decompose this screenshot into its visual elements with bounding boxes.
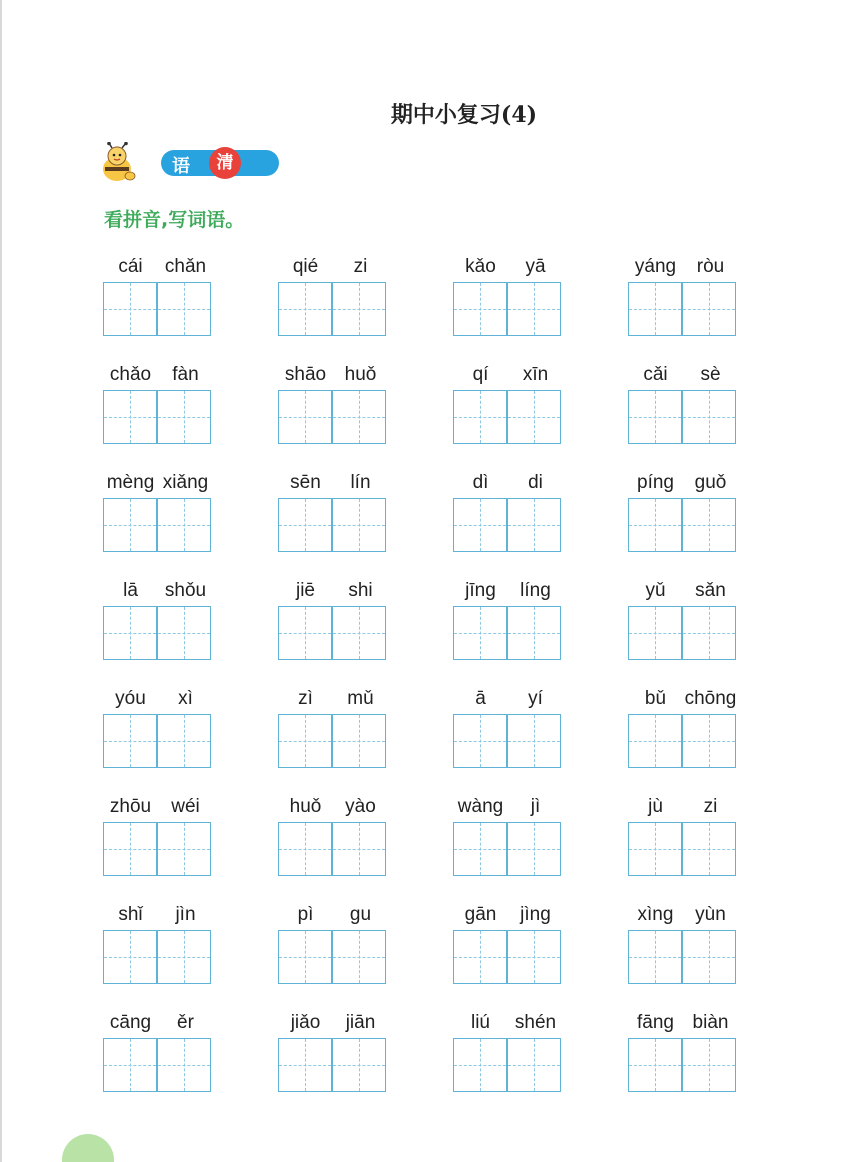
word-item (453, 688, 563, 776)
pinyin-label (278, 796, 388, 822)
pinyin-label (103, 796, 213, 822)
pinyin-label (628, 364, 738, 390)
tianzige-box[interactable] (628, 282, 682, 336)
pinyin-syllable: jìng (520, 904, 551, 925)
word-item (103, 472, 213, 560)
tianzige-box[interactable] (682, 498, 736, 552)
word-item (628, 364, 738, 452)
word-item (628, 688, 738, 776)
pinyin-syllable: sè (700, 364, 721, 385)
pinyin-syllable: xì (178, 688, 193, 709)
word-item (453, 256, 563, 344)
tianzige-box[interactable] (278, 1038, 332, 1092)
word-item (103, 580, 213, 668)
tianzige-box[interactable] (453, 498, 507, 552)
pinyin-syllable: sēn (290, 472, 321, 493)
word-item (628, 472, 738, 560)
badge-label: 词语 (144, 156, 200, 177)
tianzige-box[interactable] (332, 714, 386, 768)
tianzige-box[interactable] (507, 714, 561, 768)
tianzige-box[interactable] (507, 282, 561, 336)
tianzige-box[interactable] (507, 1038, 561, 1092)
pinyin-syllable: shāo (284, 364, 327, 385)
pinyin-syllable: qié (292, 256, 319, 277)
pinyin-syllable: jiān (345, 1012, 376, 1033)
pinyin-syllable: shǐ (118, 904, 143, 925)
word-item (278, 688, 388, 776)
pinyin-syllable: zhōu (109, 796, 152, 817)
pinyin-label (103, 1012, 213, 1038)
pinyin-syllable: huǒ (344, 364, 377, 385)
pinyin-label (628, 580, 738, 606)
tianzige-box[interactable] (682, 714, 736, 768)
tianzige-box[interactable] (157, 822, 211, 876)
pinyin-label (453, 904, 563, 930)
tianzige-box[interactable] (628, 390, 682, 444)
word-item (453, 364, 563, 452)
pinyin-syllable: cái (118, 256, 143, 277)
tianzige-box[interactable] (332, 930, 386, 984)
pinyin-syllable: fāng (637, 1012, 674, 1033)
pinyin-syllable: qí (472, 364, 489, 385)
tianzige-box[interactable] (157, 930, 211, 984)
tianzige-box[interactable] (507, 606, 561, 660)
pinyin-syllable: jìn (175, 904, 196, 925)
pinyin-syllable: fàn (172, 364, 199, 385)
word-item (278, 904, 388, 992)
tianzige-box[interactable] (278, 714, 332, 768)
pinyin-label (278, 256, 388, 282)
pinyin-syllable: xiǎng (162, 472, 209, 493)
page-edge (0, 0, 2, 1162)
tianzige-box[interactable] (278, 822, 332, 876)
pinyin-syllable: líng (520, 580, 551, 601)
pinyin-label (628, 688, 738, 714)
tianzige-box[interactable] (628, 606, 682, 660)
pinyin-syllable: chǎn (164, 256, 207, 277)
pinyin-syllable: yí (528, 688, 543, 709)
pinyin-syllable: cāng (109, 1012, 152, 1033)
pinyin-syllable: yáng (634, 256, 677, 277)
pinyin-syllable: jiǎo (290, 1012, 321, 1033)
pinyin-syllable: cǎi (643, 364, 668, 385)
tianzige-box[interactable] (628, 930, 682, 984)
tianzige-box[interactable] (278, 930, 332, 984)
pinyin-syllable: jì (530, 796, 541, 817)
instruction-text: 看拼音,写词语。 (104, 209, 245, 231)
pinyin-syllable: lā (123, 580, 138, 601)
pinyin-syllable: huǒ (289, 796, 322, 817)
tianzige-box[interactable] (278, 282, 332, 336)
pinyin-syllable: wàng (457, 796, 504, 817)
pinyin-syllable: gu (349, 904, 372, 925)
pinyin-label (278, 580, 388, 606)
pinyin-syllable: yǔ (645, 580, 666, 601)
pinyin-label (453, 1012, 563, 1038)
tianzige-box[interactable] (507, 498, 561, 552)
pinyin-label (103, 904, 213, 930)
tianzige-box[interactable] (507, 390, 561, 444)
word-item (278, 472, 388, 560)
pinyin-syllable: píng (637, 472, 674, 493)
pinyin-label (453, 472, 563, 498)
tianzige-box[interactable] (453, 282, 507, 336)
pinyin-label (628, 904, 738, 930)
pinyin-syllable: chōng (684, 688, 737, 709)
pinyin-syllable: jīng (465, 580, 496, 601)
word-item (453, 1012, 563, 1100)
pinyin-syllable: wéi (171, 796, 200, 817)
word-item (103, 1012, 213, 1100)
pinyin-syllable: sǎn (695, 580, 726, 601)
word-item (278, 580, 388, 668)
word-item (628, 1012, 738, 1100)
pinyin-label (453, 364, 563, 390)
pinyin-syllable: ā (475, 688, 486, 709)
tianzige-box[interactable] (103, 822, 157, 876)
word-item (453, 904, 563, 992)
pinyin-label (278, 364, 388, 390)
pinyin-label (453, 580, 563, 606)
pinyin-syllable: gān (464, 904, 497, 925)
tianzige-box[interactable] (628, 822, 682, 876)
tianzige-box[interactable] (453, 822, 507, 876)
pinyin-label (628, 256, 738, 282)
tianzige-box[interactable] (278, 390, 332, 444)
word-item (628, 796, 738, 884)
pinyin-syllable: guǒ (694, 472, 727, 493)
pinyin-label (103, 472, 213, 498)
tianzige-box[interactable] (332, 498, 386, 552)
tianzige-box[interactable] (682, 282, 736, 336)
pinyin-label (103, 580, 213, 606)
word-item (103, 904, 213, 992)
pinyin-syllable: yā (525, 256, 546, 277)
tianzige-box[interactable] (103, 498, 157, 552)
pinyin-syllable: xìng (637, 904, 674, 925)
pinyin-label (278, 688, 388, 714)
word-item (278, 796, 388, 884)
pinyin-syllable: zì (298, 688, 313, 709)
tianzige-box[interactable] (103, 606, 157, 660)
word-item (628, 904, 738, 992)
bee-mascot-icon (100, 142, 140, 184)
pinyin-syllable: pì (297, 904, 314, 925)
pinyin-label (278, 1012, 388, 1038)
pinyin-syllable: bǔ (644, 688, 667, 709)
tianzige-box[interactable] (628, 498, 682, 552)
tianzige-box[interactable] (682, 930, 736, 984)
tianzige-box[interactable] (278, 606, 332, 660)
pinyin-syllable: zi (353, 256, 368, 277)
page-title: 期中小复习(4) (390, 102, 538, 128)
pinyin-label (628, 472, 738, 498)
pinyin-syllable: xīn (522, 364, 549, 385)
tianzige-box[interactable] (332, 822, 386, 876)
pinyin-label (103, 364, 213, 390)
pinyin-syllable: ròu (696, 256, 725, 277)
word-item (453, 472, 563, 560)
section-badge (100, 142, 245, 184)
tianzige-box[interactable] (157, 282, 211, 336)
pinyin-syllable: shi (348, 580, 373, 601)
pinyin-syllable: mèng (106, 472, 155, 493)
tianzige-box[interactable] (682, 1038, 736, 1092)
pinyin-syllable: shén (514, 1012, 557, 1033)
tianzige-box[interactable] (278, 498, 332, 552)
tianzige-box[interactable] (453, 1038, 507, 1092)
pinyin-label (103, 256, 213, 282)
tianzige-box[interactable] (332, 1038, 386, 1092)
pinyin-syllable: zi (703, 796, 718, 817)
pinyin-label (628, 796, 738, 822)
pinyin-syllable: yào (345, 796, 376, 817)
pinyin-syllable: kǎo (465, 256, 496, 277)
pinyin-label (453, 688, 563, 714)
word-item (278, 1012, 388, 1100)
pinyin-syllable: di (528, 472, 543, 493)
pinyin-syllable: shǒu (164, 580, 207, 601)
pinyin-label (628, 1012, 738, 1038)
tianzige-box[interactable] (453, 606, 507, 660)
tianzige-box[interactable] (103, 1038, 157, 1092)
tianzige-box[interactable] (103, 282, 157, 336)
pinyin-syllable: liú (470, 1012, 490, 1033)
word-item (453, 580, 563, 668)
pinyin-syllable: jù (648, 796, 663, 817)
tianzige-box[interactable] (682, 390, 736, 444)
badge-circle: 清 (209, 147, 241, 179)
word-item (278, 364, 388, 452)
pinyin-label (278, 472, 388, 498)
tianzige-box[interactable] (682, 822, 736, 876)
tianzige-box[interactable] (453, 390, 507, 444)
tianzige-box[interactable] (157, 606, 211, 660)
pinyin-syllable: chǎo (109, 364, 152, 385)
pinyin-syllable: mǔ (347, 688, 374, 709)
tianzige-box[interactable] (157, 498, 211, 552)
tianzige-box[interactable] (103, 390, 157, 444)
pinyin-syllable: dì (472, 472, 489, 493)
pinyin-label (453, 256, 563, 282)
tianzige-box[interactable] (157, 714, 211, 768)
word-item (453, 796, 563, 884)
tianzige-box[interactable] (103, 714, 157, 768)
word-item (103, 256, 213, 344)
word-item (278, 256, 388, 344)
tianzige-box[interactable] (103, 930, 157, 984)
tianzige-box[interactable] (332, 606, 386, 660)
corner-decoration (62, 1134, 114, 1162)
tianzige-box[interactable] (628, 714, 682, 768)
pinyin-syllable: yùn (695, 904, 726, 925)
word-item (103, 688, 213, 776)
tianzige-box[interactable] (682, 606, 736, 660)
pinyin-syllable: lín (350, 472, 371, 493)
pinyin-syllable: ěr (177, 1012, 194, 1033)
pinyin-syllable: biàn (692, 1012, 729, 1033)
pinyin-syllable: jiē (295, 580, 315, 601)
tianzige-box[interactable] (157, 390, 211, 444)
tianzige-box[interactable] (507, 930, 561, 984)
word-item (628, 256, 738, 344)
pinyin-syllable: yóu (115, 688, 146, 709)
word-item (103, 364, 213, 452)
word-item (628, 580, 738, 668)
pinyin-label (453, 796, 563, 822)
pinyin-label (278, 904, 388, 930)
tianzige-box[interactable] (453, 714, 507, 768)
tianzige-box[interactable] (507, 822, 561, 876)
tianzige-box[interactable] (453, 930, 507, 984)
tianzige-box[interactable] (628, 1038, 682, 1092)
tianzige-box[interactable] (332, 390, 386, 444)
tianzige-box[interactable] (332, 282, 386, 336)
pinyin-label (103, 688, 213, 714)
tianzige-box[interactable] (157, 1038, 211, 1092)
word-item (103, 796, 213, 884)
